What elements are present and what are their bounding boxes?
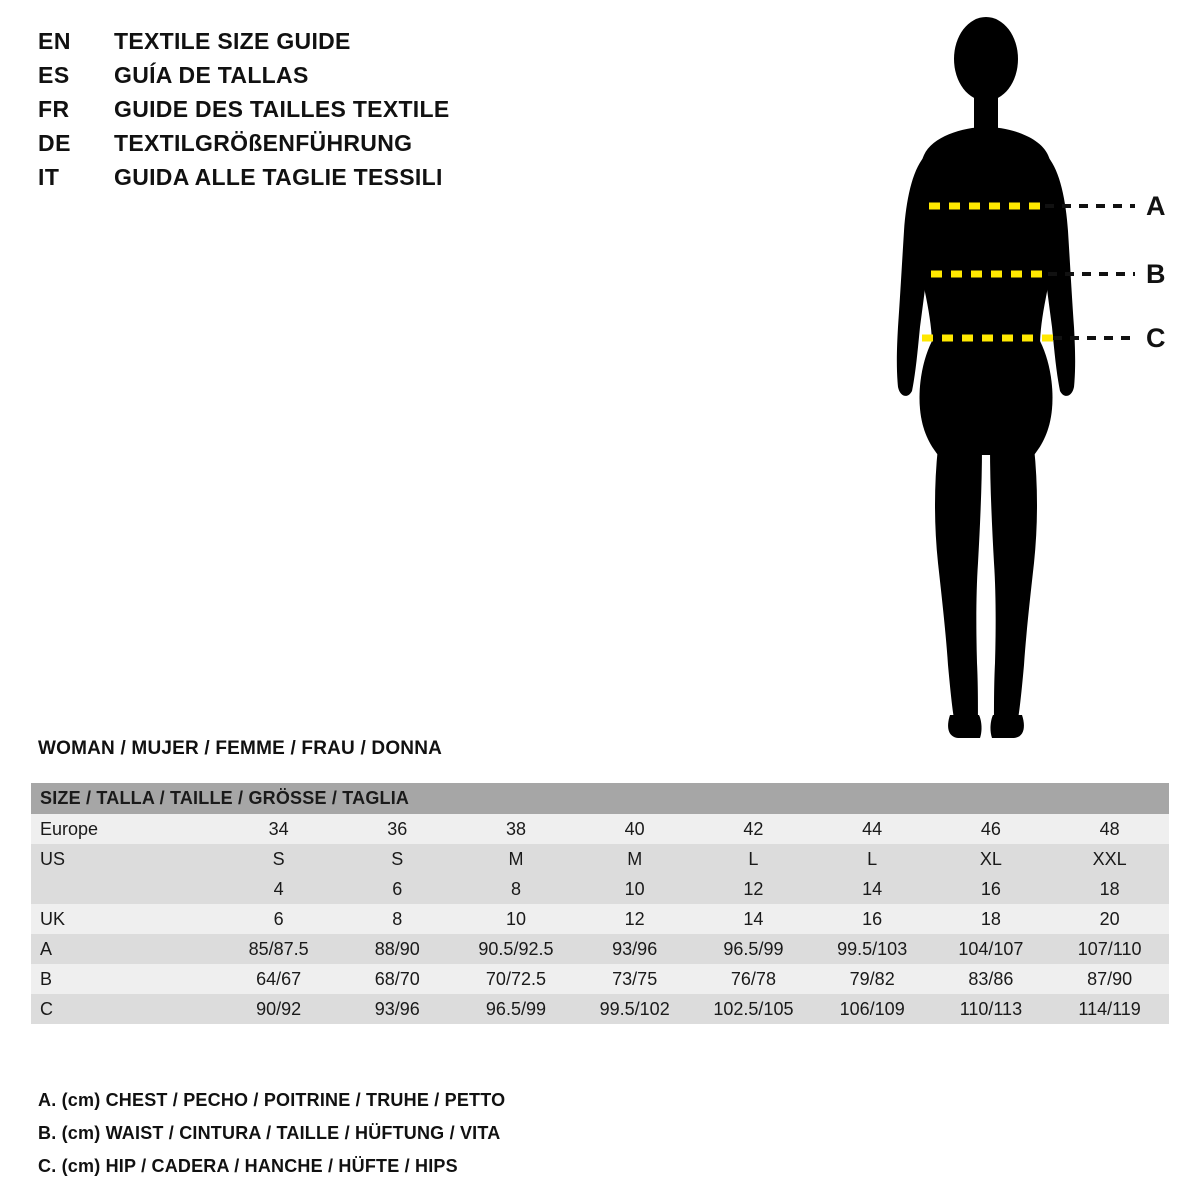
cell-uk-0: 6: [219, 904, 338, 934]
cell-b-2: 70/72.5: [457, 964, 576, 994]
cell-us-7: XXL: [1050, 844, 1169, 874]
cell-c-6: 110/113: [932, 994, 1051, 1024]
table-row-us-numeric: [31, 874, 1169, 904]
cell-a-4: 96.5/99: [694, 934, 813, 964]
table-row-b: [31, 964, 1169, 994]
cell-us-4: L: [694, 844, 813, 874]
legend-line-c: C. (cm) HIP / CADERA / HANCHE / HÜFTE / HIPS: [38, 1156, 458, 1176]
cell-a-3: 93/96: [575, 934, 694, 964]
cell-usnum-5: 14: [813, 874, 932, 904]
cell-europe-2: 38: [457, 814, 576, 844]
section-label-woman: WOMAN / MUJER / FEMME / FRAU / DONNA: [38, 738, 443, 759]
title-lang-en: EN: [38, 28, 71, 54]
legend: [38, 1090, 738, 1189]
cell-europe-5: 44: [813, 814, 932, 844]
cell-us-5: L: [813, 844, 932, 874]
cell-a-2: 90.5/92.5: [457, 934, 576, 964]
cell-usnum-2: 8: [457, 874, 576, 904]
cell-b-3: 73/75: [575, 964, 694, 994]
table-row-a: [31, 934, 1169, 964]
cell-c-1: 93/96: [338, 994, 457, 1024]
cell-a-6: 104/107: [932, 934, 1051, 964]
table-row-europe: [31, 814, 1169, 844]
title-lang-es: ES: [38, 62, 70, 88]
title-row-es: [38, 62, 638, 94]
legend-line-b: B. (cm) WAIST / CINTURA / TAILLE / HÜFTUNG / VITA: [38, 1123, 501, 1143]
cell-europe-6: 46: [932, 814, 1051, 844]
row-label-europe: Europe: [31, 814, 219, 844]
cell-usnum-6: 16: [932, 874, 1051, 904]
title-text-es: GUÍA DE TALLAS: [114, 62, 309, 88]
size-table: [31, 783, 1169, 1024]
row-label-b: B: [31, 964, 219, 994]
row-label-uk: UK: [31, 904, 219, 934]
cell-a-5: 99.5/103: [813, 934, 932, 964]
cell-us-3: M: [575, 844, 694, 874]
row-label-us-numeric: [31, 874, 219, 904]
cell-c-4: 102.5/105: [694, 994, 813, 1024]
cell-uk-7: 20: [1050, 904, 1169, 934]
cell-b-4: 76/78: [694, 964, 813, 994]
table-header-row: [31, 783, 1169, 814]
cell-usnum-4: 12: [694, 874, 813, 904]
table-row-uk: [31, 904, 1169, 934]
cell-europe-7: 48: [1050, 814, 1169, 844]
cell-uk-6: 18: [932, 904, 1051, 934]
title-row-de: [38, 130, 638, 162]
cell-b-5: 79/82: [813, 964, 932, 994]
marker-label-a: A: [1146, 191, 1166, 221]
cell-europe-3: 40: [575, 814, 694, 844]
cell-a-1: 88/90: [338, 934, 457, 964]
cell-uk-3: 12: [575, 904, 694, 934]
title-text-it: GUIDA ALLE TAGLIE TESSILI: [114, 164, 443, 190]
legend-line-a: A. (cm) CHEST / PECHO / POITRINE / TRUHE / PETTO: [38, 1090, 506, 1110]
row-label-c: C: [31, 994, 219, 1024]
cell-usnum-0: 4: [219, 874, 338, 904]
cell-us-2: M: [457, 844, 576, 874]
cell-usnum-1: 6: [338, 874, 457, 904]
cell-usnum-7: 18: [1050, 874, 1169, 904]
cell-c-2: 96.5/99: [457, 994, 576, 1024]
table-row-c: [31, 994, 1169, 1024]
row-label-us: US: [31, 844, 219, 874]
title-row-en: [38, 28, 638, 60]
cell-b-1: 68/70: [338, 964, 457, 994]
title-lang-fr: FR: [38, 96, 70, 122]
cell-b-0: 64/67: [219, 964, 338, 994]
cell-usnum-3: 10: [575, 874, 694, 904]
cell-a-0: 85/87.5: [219, 934, 338, 964]
marker-label-c: C: [1146, 323, 1166, 353]
cell-uk-5: 16: [813, 904, 932, 934]
table-row-us: [31, 844, 1169, 874]
cell-uk-1: 8: [338, 904, 457, 934]
measurement-figure: [850, 15, 1190, 745]
title-lang-de: DE: [38, 130, 71, 156]
title-text-en: TEXTILE SIZE GUIDE: [114, 28, 351, 54]
cell-europe-1: 36: [338, 814, 457, 844]
title-text-de: TEXTILGRÖßENFÜHRUNG: [114, 130, 413, 156]
cell-c-3: 99.5/102: [575, 994, 694, 1024]
cell-b-7: 87/90: [1050, 964, 1169, 994]
title-block: [38, 28, 638, 198]
row-label-a: A: [31, 934, 219, 964]
cell-us-0: S: [219, 844, 338, 874]
title-lang-it: IT: [38, 164, 60, 190]
cell-europe-4: 42: [694, 814, 813, 844]
cell-c-5: 106/109: [813, 994, 932, 1024]
cell-a-7: 107/110: [1050, 934, 1169, 964]
cell-c-0: 90/92: [219, 994, 338, 1024]
table-header-label: SIZE / TALLA / TAILLE / GRÖSSE / TAGLIA: [31, 783, 1169, 814]
cell-europe-0: 34: [219, 814, 338, 844]
cell-us-6: XL: [932, 844, 1051, 874]
female-body-silhouette: [897, 17, 1075, 738]
cell-uk-2: 10: [457, 904, 576, 934]
cell-uk-4: 14: [694, 904, 813, 934]
marker-label-b: B: [1146, 259, 1166, 289]
cell-us-1: S: [338, 844, 457, 874]
cell-c-7: 114/119: [1050, 994, 1169, 1024]
title-row-it: [38, 164, 638, 196]
title-row-fr: [38, 96, 638, 128]
cell-b-6: 83/86: [932, 964, 1051, 994]
title-text-fr: GUIDE DES TAILLES TEXTILE: [114, 96, 450, 122]
